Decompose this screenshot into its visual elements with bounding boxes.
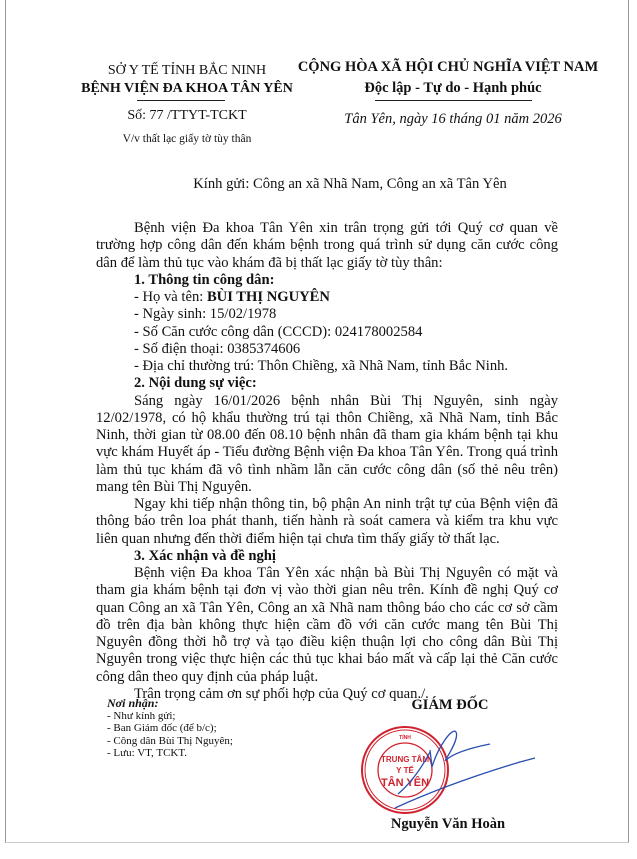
department-name: SỞ Y TẾ TỈNH BẮC NINH <box>107 63 267 78</box>
address-line: - Địa chỉ thường trú: Thôn Chiềng, xã Nhã Nam, tỉnh Bắc Ninh. <box>134 358 509 374</box>
id-line: - Số Căn cước công dân (CCCD): 024178002584 <box>134 323 423 340</box>
recipient-line: Kính gửi: Công an xã Nhã Nam, Công an xã Tân Yên <box>193 176 507 192</box>
section-1-title: 1. Thông tin công dân: <box>134 271 275 288</box>
divider <box>137 100 225 101</box>
citizen-name: BÙI THỊ NGUYÊN <box>206 289 330 305</box>
stamp-text-line: Y TẾ <box>396 766 414 775</box>
divider <box>375 100 532 101</box>
handwritten-signature <box>395 731 535 808</box>
signer-name: Nguyễn Văn Hoàn <box>390 816 506 832</box>
request-paragraph: Bệnh viện Đa khoa Tân Yên xác nhận bà Bùi Thị Nguyên có mặt và tham gia khám bệnh tại đơn vị vào thời gian nêu trên. Kính đề nghị Quý cơ quan Công an xã Tân Yên, Công an xã Nhã nam thông báo cho các cơ sở cầm đồ trên địa bàn không thực hiện cầm đồ với căn cước mang tên Bùi Thị Nguyên đồng thời hỗ trợ và tạo điều kiện thuận lợi cho công dân Bùi Thị Nguyên trong việc thực hiện các thủ tục khai báo mất và cấp lại thẻ Căn cước công dân theo quy định của pháp luật. <box>96 565 558 685</box>
receiver-item: - Ban Giám đốc (để b/c); <box>107 722 217 734</box>
stamp-text-line: TRUNG TÂM <box>381 755 429 764</box>
hospital-name: BỆNH VIỆN ĐA KHOA TÂN YÊN <box>81 81 293 96</box>
dob-line: - Ngày sinh: 15/02/1978 <box>134 306 277 323</box>
name-label: - Họ và tên: <box>134 289 207 305</box>
section-2-title: 2. Nội dung sự việc: <box>134 375 257 392</box>
closing-line: Trân trọng cảm ơn sự phối hợp của Quý cơ quan./. <box>134 685 429 702</box>
receiver-item: - Như kính gửi; <box>107 709 176 722</box>
phone-line: - Số điện thoại: 0385374606 <box>134 340 301 357</box>
receivers-list <box>107 697 233 760</box>
incident-paragraph: Sáng ngày 16/01/2026 bệnh nhân Bùi Thị Nguyên, sinh ngày 12/02/1978, có hộ khẩu thường trú tại thôn Chiềng, xã Nhã Nam, tỉnh Bắc Ninh, thời gian từ 08.00 đến 08.10 bệnh nhân đã tham gia khám bệnh tại khu vực khám Huyết áp - Tiểu đường Bệnh viện Đa khoa Tân Yên. Trong quá trình làm thủ tục khám đã vô tình nhầm lẫn căn cước công dân (số thẻ nêu trên) mang tên Bùi Thị Nguyên. <box>96 392 558 495</box>
document-number: Số: 77 /TTYT-TCKT <box>127 108 247 123</box>
receivers-title: Nơi nhận: <box>107 696 159 710</box>
nation-title: CỘNG HÒA XÃ HỘI CHỦ NGHĨA VIỆT NAM <box>297 59 599 75</box>
letter-body <box>96 220 558 703</box>
document-date: Tân Yên, ngày 16 tháng 01 năm 2026 <box>344 111 562 127</box>
section-3-title: 3. Xác nhận và đề nghị <box>134 547 276 564</box>
signer-title: GIÁM ĐỐC <box>411 697 489 713</box>
stamp-rim-text: TỈNH <box>399 735 411 741</box>
stamp-text-line: TÂN YÊN <box>380 777 430 789</box>
receiver-item: - Lưu: VT, TCKT. <box>107 747 188 759</box>
receiver-item: - Công dân Bùi Thị Nguyên; <box>107 734 233 747</box>
motto: Độc lập - Tự do - Hạnh phúc <box>364 80 542 96</box>
response-paragraph: Ngay khi tiếp nhận thông tin, bộ phận An ninh trật tự của Bệnh viện đã thông báo trên loa phát thanh, tiến hành rà soát camera và kiểm tra khu vực liên quan nhưng đến thời điểm hiện tại chưa tìm thấy giấy tờ thất lạc. <box>96 496 558 547</box>
intro-paragraph: Bệnh viện Đa khoa Tân Yên xin trân trọng gửi tới Quý cơ quan về trường hợp công dân đến khám bệnh trong quá trình sử dụng căn cước công dân để làm thủ tục vào khám đã bị thất lạc giấy tờ tùy thân: <box>96 220 558 271</box>
stamp-and-signature <box>360 722 560 822</box>
document-subject: V/v thất lạc giấy tờ tùy thân <box>122 133 252 145</box>
name-line <box>96 289 558 306</box>
